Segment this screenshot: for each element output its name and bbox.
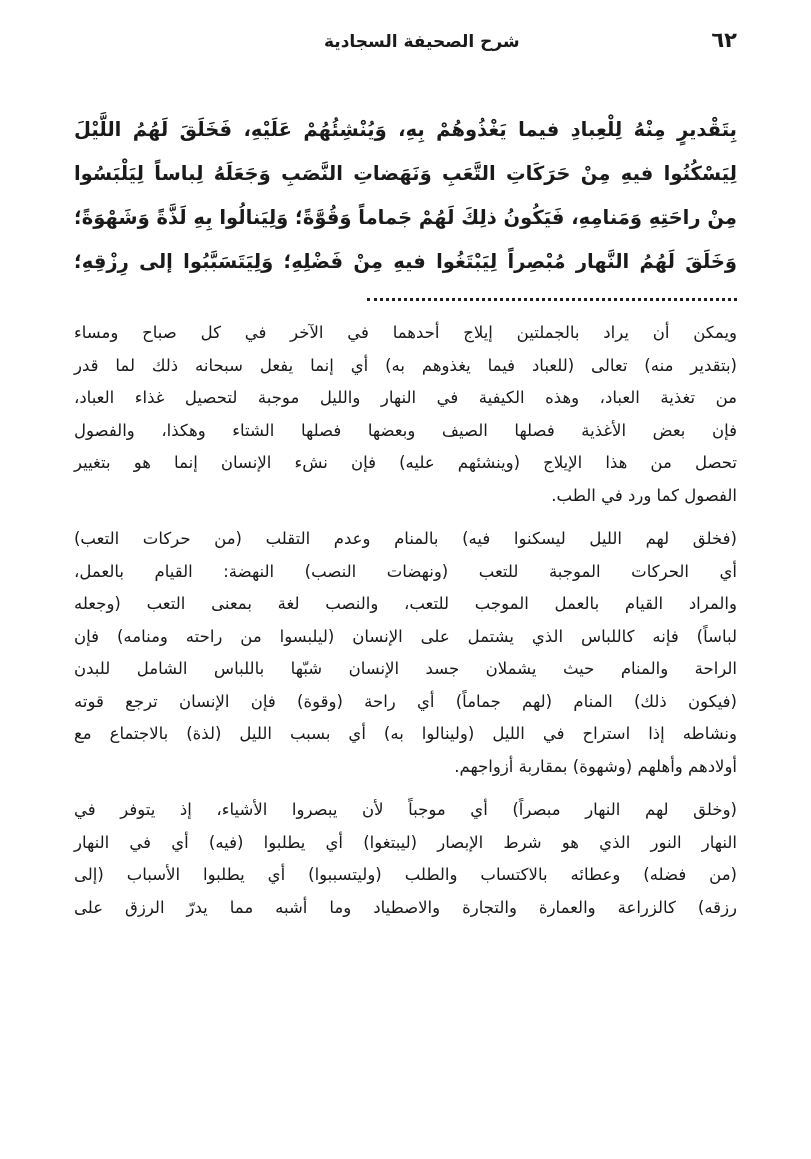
commentary-line: (فيكون ذلك) المنام (لهم جماماً) أي راحة (وقوة) فإن الإنسان ترجع قوته: [74, 691, 737, 711]
commentary-line: أي الحركات الموجبة للتعب (ونهضات النصب) النهضة: القيام بالعمل،: [74, 561, 737, 581]
commentary-paragraph: [74, 317, 737, 512]
supplication-line: لِيَسْكُنُوا فيهِ مِنْ حَرَكَاتِ التَّعَبِ وَنَهَضاتِ النَّصَبِ وَجَعَلَهُ لِباساً لِيَلْبَسُوا: [74, 162, 737, 185]
commentary-line: أولادهم وأهلهم (وشهوة) بمقاربة أزواجهم.: [454, 756, 737, 776]
supplication-text: [74, 108, 737, 284]
commentary-line: (وخلق لهم النهار مبصراً) أي موجباً لأن يبصروا الأشياء، إذ يتوفر في: [74, 800, 737, 819]
commentary-line: الراحة والمنام حيث يشملان جسد الإنسان شبّها باللباس الشامل للبدن: [74, 659, 737, 678]
commentary-line: من تغذية العباد، وهذه الكيفية في النهار والليل موجبة لتحصيل غذاء العباد،: [74, 388, 737, 407]
supplication-line: مِنْ راحَتِهِ وَمَنامِهِ، فَيَكُونُ ذلِكَ لَهُمْ جَماماً وَقُوَّةً؛ وَلِيَنالُوا بِهِ لَذَّةً وَشَهْوَةً؛: [74, 206, 737, 229]
commentary-line: تحصل من هذا الإيلاج (وينشئهم عليه) فإن نشء الإنسان إنما هو بتغيير: [74, 453, 737, 472]
supplication-line: بِتَقْديرٍ مِنْهُ لِلْعِبادِ فيما يَغْذُوهُمْ بِهِ، وَيُنْشِئُهُمْ عَلَيْهِ، فَخَلَقَ لَهُمُ اللَّيْلَ: [74, 118, 737, 141]
commentary-line: (من فضله) وعطائه بالاكتساب والطلب (وليتسببوا) أي يطلبوا الأسباب (إلى: [74, 865, 737, 884]
commentary-paragraph: [74, 523, 737, 783]
commentary-line: ويمكن أن يراد بالجملتين إيلاج أحدهما في الآخر في كل صباح ومساء: [74, 323, 737, 342]
supplication-line: وَخَلَقَ لَهُمُ النَّهار مُبْصِراً لِيَبْتَغُوا فيهِ مِنْ فَضْلِهِ؛ وَلِيَتَسَبَّبُوا إلى رِزْقِهِ؛: [74, 250, 737, 273]
commentary-line: والمراد القيام بالعمل الموجب للتعب، والنصب لغة بمعنى التعب (وجعله: [74, 594, 737, 613]
commentary-text: [74, 317, 737, 924]
commentary-line: (بتقدير منه) تعالى (للعباد فيما يغذوهم به) أي إنما يفعل سبحانه ذلك لما قدر: [74, 355, 737, 375]
commentary-line: رزقه) كالزراعة والعمارة والتجارة والاصطياد وما أشبه مما يدرّ الرزق على: [74, 897, 737, 917]
commentary-line: الفصول كما ورد في الطب.: [551, 485, 737, 505]
commentary-line: فإن بعض الأغذية فصلها الصيف وبعضها فصلها الشتاء وهكذا، والفصول: [74, 420, 737, 440]
commentary-line: (فخلق لهم الليل ليسكنوا فيه) بالمنام وعدم التقلب (من حركات التعب): [74, 529, 737, 548]
commentary-line: ونشاطه إذا استراح في الليل (ولينالوا به) أي بسبب الليل (لذة) بالاجتماع مع: [74, 724, 737, 743]
commentary-line: لباساً) فإنه كاللباس الذي يشتمل على الإنسان (ليلبسوا من راحته ومنامه) فإن: [74, 626, 737, 646]
page-number: ٦٢: [711, 28, 737, 52]
dotted-divider: [367, 298, 737, 301]
page-header: [74, 28, 737, 60]
running-title: شرح الصحيفة السجادية: [324, 32, 520, 52]
commentary-paragraph: [74, 794, 737, 924]
commentary-line: النهار النور الذي هو شرط الإبصار (ليبتغوا) أي يطلبوا (فيه) أي في النهار: [74, 832, 737, 852]
